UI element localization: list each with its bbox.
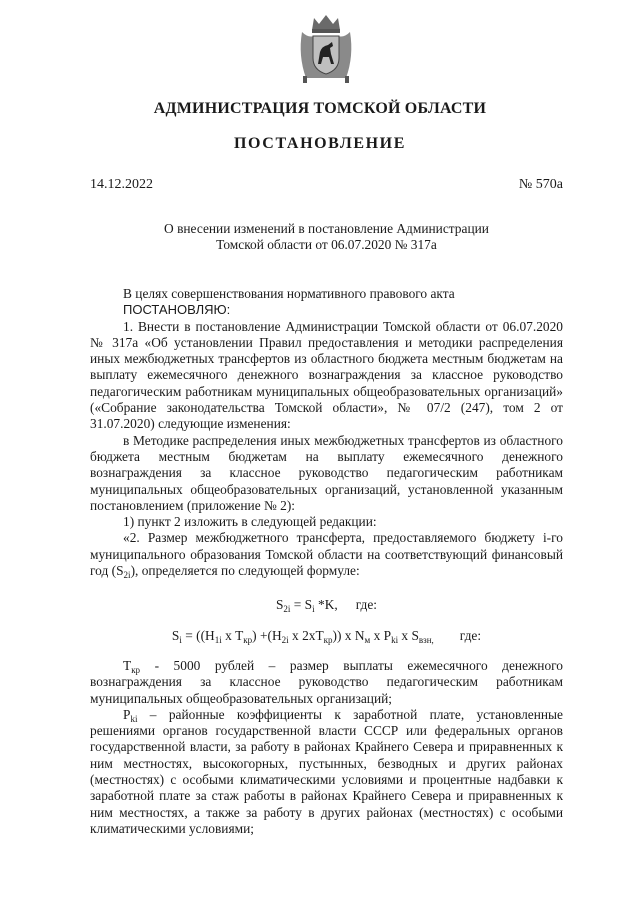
f2-where: где: <box>459 627 482 643</box>
f1-where: где: <box>355 597 378 613</box>
f1-si-sub: i <box>312 604 315 615</box>
def-t-symbol: Т <box>123 657 132 673</box>
def-p-sub: ki <box>130 713 138 724</box>
paragraph-2-sub: 2i <box>123 570 131 581</box>
definition-pki <box>90 707 563 837</box>
paragraph-2 <box>90 530 563 579</box>
f2-t-sub2: кр <box>323 634 333 645</box>
f2-t-sub1: кр <box>243 634 253 645</box>
def-t-sub: кр <box>131 664 141 675</box>
document-number: № 570а <box>518 177 563 192</box>
preamble: В целях совершенствования нормативного правового акта <box>123 286 455 301</box>
paragraph-2-tail: ), определяется по следующей формуле: <box>130 563 360 579</box>
organization-title: АДМИНИСТРАЦИЯ ТОМСКОЙ ОБЛАСТИ <box>153 100 487 117</box>
f2-s-sub: взн, <box>418 634 434 645</box>
f2-lhs-sub: i <box>179 634 182 645</box>
f2-lhs: S <box>171 627 180 643</box>
f2-part7: x S <box>398 627 419 643</box>
f2-part4: x 2xТ <box>288 627 324 643</box>
subitem-1: 1) пункт 2 изложить в следующей редакции: <box>123 514 377 530</box>
subject-line-1: О внесении изменений в постановление Администрации <box>164 221 489 236</box>
f2-n-sub: м <box>364 634 371 645</box>
f2-part6: x P <box>370 627 392 643</box>
decree-word: ПОСТАНОВЛЯЮ: <box>123 302 231 318</box>
subject-line-2: Томской области от 06.07.2020 № 317а <box>216 237 437 252</box>
paragraph-2-text: «2. Размер межбюджетного трансферта, предоставляемого бюджету i-го муниципального образования Томской области на соответствующий финансовый год (S <box>90 530 563 579</box>
f2-p-sub: ki <box>391 634 399 645</box>
f2-part2: x Т <box>221 627 244 643</box>
def-p-text: – районные коэффициенты к заработной плате, установленные решениями органов государственной власти СССР или федеральных органов государственной власти, за работу в районах Крайнего Севера и приравненных к ним местностях, высокогорных, пустынных, безводных и других районах (местностях) с особыми климатическими условиями и процентные надбавки к заработной плате за стаж работы в районах Крайнего Севера и приравненных к ним местностях, а также за работу в других районах (местностях) с особыми климатическими условиями; <box>90 706 563 836</box>
def-t-text: - 5000 рублей – размер выплаты ежемесячного денежного вознаграждения за классное руководство педагогическим работникам муниципальных общеобразовательных организаций; <box>90 657 563 706</box>
f1-s: S <box>275 597 284 613</box>
formula-s2i <box>90 597 563 613</box>
def-p-symbol: Р <box>123 706 131 722</box>
f1-s-sub: 2i <box>283 604 291 615</box>
methodology-intro: в Методике распределения иных межбюджетных трансфертов из областного бюджета местным бюджетам на выплату ежемесячного денежного вознаграждения за классное руководство педагогическим работникам муниципальных общеобразовательных организаций, установленной указанным постановлением (приложение № 2): <box>90 432 563 513</box>
f2-h1-sub: 1i <box>214 634 222 645</box>
f2-part3: ) +(Н <box>252 627 282 643</box>
f2-h2-sub: 2i <box>281 634 289 645</box>
item-1: 1. Внести в постановление Администрации Томской области от 06.07.2020 № 317а «Об установлении Правил предоставления и методики распределения иных межбюджетных трансфертов из областного бюджета местным бюджетам на выплату ежемесячного денежного вознаграждения за классное руководство педагогическим работникам муниципальных общеобразовательных организаций» («Собрание законодательства Томской области», № 07/2 (247), том 2 от 31.07.2020) следующие изменения: <box>90 318 563 432</box>
definition-tkr <box>90 658 563 707</box>
tomsk-coat-of-arms-icon <box>296 12 356 84</box>
document-type: ПОСТАНОВЛЕНИЕ <box>234 135 406 152</box>
f2-part5: )) x N <box>332 627 365 643</box>
document-body <box>90 286 563 837</box>
f1-eq: = S <box>290 597 313 613</box>
f2-part1: = ((Н <box>181 627 215 643</box>
document-subject <box>90 221 563 253</box>
formula-si <box>90 628 563 644</box>
f1-tail: *K, <box>314 597 338 613</box>
document-date: 14.12.2022 <box>90 177 153 192</box>
